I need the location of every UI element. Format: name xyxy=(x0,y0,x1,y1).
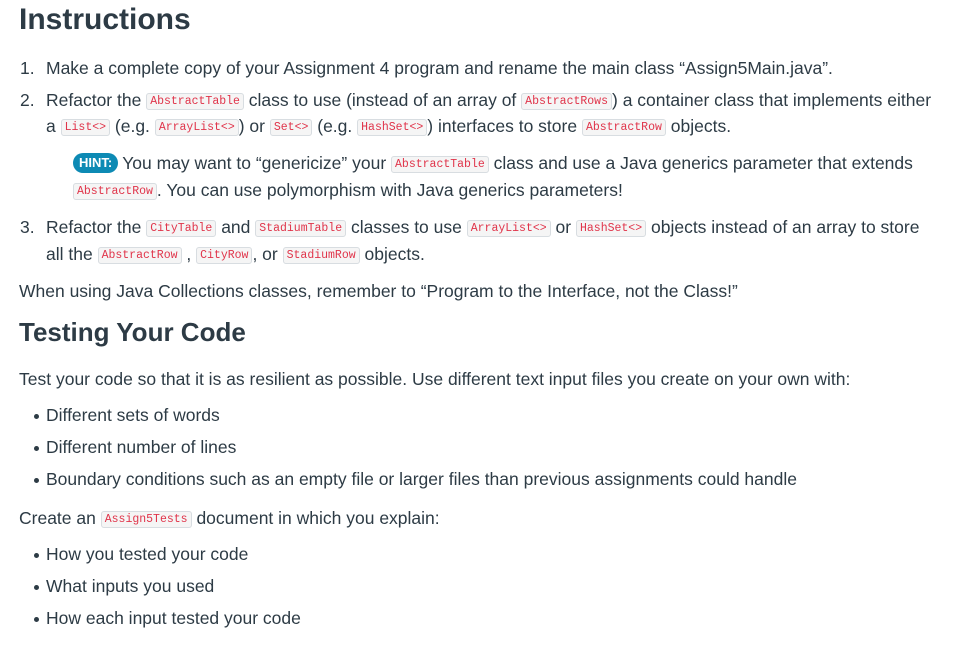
testing-intro: Test your code so that it is as resilient as possible. Use different text input files you create on your own with: xyxy=(19,369,851,389)
step-2-text-2: class to use (instead of an array of xyxy=(248,90,517,110)
create-doc-line xyxy=(19,505,440,533)
code-stadium-table: StadiumTable xyxy=(255,220,346,237)
step-2-text-3: ) a container class that implements either xyxy=(612,90,932,110)
code-arraylist-2: ArrayList<> xyxy=(467,220,551,237)
list-item: What inputs you used xyxy=(46,576,215,596)
list-item: How each input tested your code xyxy=(46,608,301,628)
step-2-line-1 xyxy=(20,87,931,115)
hint-code-abstract-row: AbstractRow xyxy=(73,183,157,200)
code-set: Set<> xyxy=(270,119,313,136)
step-3-text-5: objects instead of an array to store xyxy=(650,217,920,237)
bullet-dot xyxy=(34,446,39,451)
hint-badge: HINT: xyxy=(73,153,118,173)
code-city-table: CityTable xyxy=(146,220,216,237)
step-2-text-5: (e.g. xyxy=(114,116,150,136)
list-item: Different number of lines xyxy=(46,437,237,457)
step-3-text-1: Refactor the xyxy=(46,217,142,237)
code-arraylist: ArrayList<> xyxy=(155,119,239,136)
code-abstract-row: AbstractRow xyxy=(582,119,666,136)
step-2-line-2 xyxy=(46,113,731,141)
create-text-1: Create an xyxy=(19,508,96,528)
step-3-text-7: , xyxy=(186,244,192,264)
step-2-text-6: ) or xyxy=(238,116,265,136)
step-3-text-6: all the xyxy=(46,244,93,264)
step-2-text-1: Refactor the xyxy=(46,90,142,110)
code-assign5tests: Assign5Tests xyxy=(101,511,192,528)
step-1-text: Make a complete copy of your Assignment 4 program and rename the main class “Assign5Main.java”. xyxy=(46,58,833,78)
step-3-text-9: objects. xyxy=(364,244,425,264)
step-3-text-2: and xyxy=(221,217,251,237)
collections-note: When using Java Collections classes, remember to “Program to the Interface, not the Class!” xyxy=(19,281,738,301)
hint-line-1 xyxy=(73,150,913,178)
bullet-dot xyxy=(34,478,39,483)
code-hashset-2: HashSet<> xyxy=(576,220,646,237)
bullet-dot xyxy=(34,617,39,622)
bullet-dot xyxy=(34,585,39,590)
step-3-text-3: classes to use xyxy=(350,217,462,237)
list-item: How you tested your code xyxy=(46,544,249,564)
list-item: Boundary conditions such as an empty file or larger files than previous assignments could handle xyxy=(46,469,797,489)
step-2-text-4: a xyxy=(46,116,56,136)
step-2-text-9: objects. xyxy=(670,116,732,136)
step-3-text-4: or xyxy=(555,217,572,237)
step-3-number: 3. xyxy=(20,217,35,237)
step-1-number: 1. xyxy=(20,58,35,78)
step-2-number: 2. xyxy=(20,90,35,110)
bullet-dot xyxy=(34,553,39,558)
step-2-text-7: (e.g. xyxy=(317,116,353,136)
code-abstract-row-2: AbstractRow xyxy=(98,247,182,264)
code-abstract-table: AbstractTable xyxy=(146,93,244,110)
hint-text-1: You may want to “genericize” your xyxy=(122,153,387,173)
code-abstract-rows: AbstractRows xyxy=(521,93,612,110)
testing-heading: Testing Your Code xyxy=(19,317,246,347)
page-title: Instructions xyxy=(19,3,191,36)
code-hashset: HashSet<> xyxy=(357,119,427,136)
bullet-dot xyxy=(34,414,39,419)
code-list: List<> xyxy=(61,119,110,136)
hint-code-abstract-table: AbstractTable xyxy=(391,156,489,173)
step-2-text-8: ) interfaces to store xyxy=(427,116,578,136)
hint-line-2 xyxy=(73,177,623,205)
hint-text-2: class and use a Java generics parameter that extends xyxy=(493,153,913,173)
create-text-2: document in which you explain: xyxy=(196,508,440,528)
hint-text-3: . You can use polymorphism with Java generics parameters! xyxy=(156,180,623,200)
step-3-line-1 xyxy=(20,214,919,242)
step-3-line-2 xyxy=(46,241,425,269)
step-3-text-8: , or xyxy=(252,244,278,264)
step-1 xyxy=(20,55,833,81)
code-stadium-row: StadiumRow xyxy=(283,247,360,264)
code-city-row: CityRow xyxy=(196,247,252,264)
list-item: Different sets of words xyxy=(46,405,220,425)
